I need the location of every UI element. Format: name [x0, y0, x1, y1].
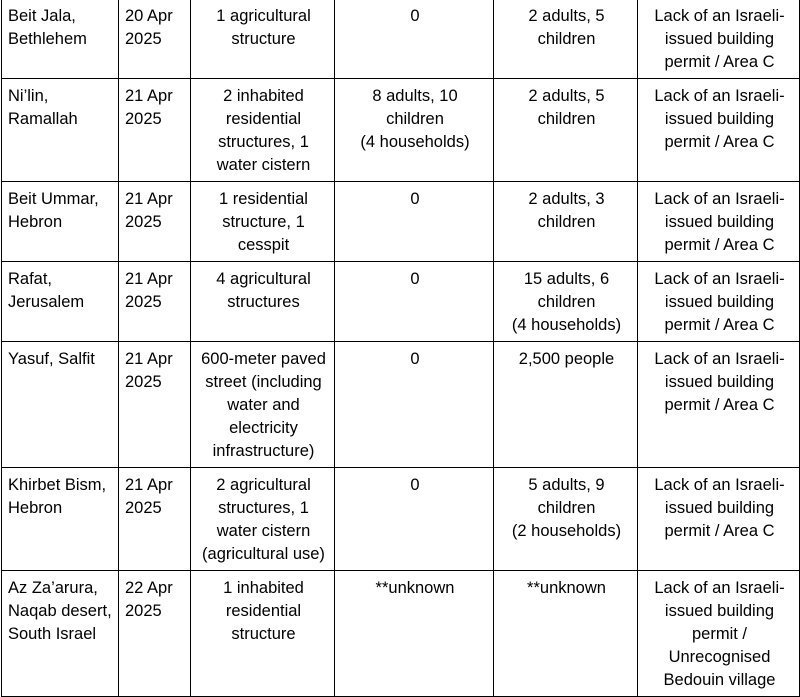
affected-cell: **unknown: [494, 571, 638, 697]
location-cell: Ni’lin, Ramallah: [2, 79, 119, 182]
date-cell: 20 Apr 2025: [119, 0, 191, 79]
displaced-cell: 0: [335, 342, 494, 468]
reason-cell: Lack of an Israeli- issued building permit / Area C: [638, 262, 800, 342]
affected-cell: 2 adults, 3 children: [494, 182, 638, 262]
date-cell: 21 Apr 2025: [119, 79, 191, 182]
table-row: [2, 262, 800, 342]
structures-cell: 1 agricultural structure: [191, 0, 335, 79]
structures-cell: 1 inhabited residential structure: [191, 571, 335, 697]
affected-cell: 5 adults, 9 children (2 households): [494, 468, 638, 571]
affected-cell: 2 adults, 5 children: [494, 0, 638, 79]
date-cell: 22 Apr 2025: [119, 571, 191, 697]
displaced-cell: 0: [335, 182, 494, 262]
structures-cell: 600-meter paved street (including water and electricity infrastructure): [191, 342, 335, 468]
table-row: [2, 342, 800, 468]
date-cell: 21 Apr 2025: [119, 182, 191, 262]
structures-cell: 2 agricultural structures, 1 water cistern (agricultural use): [191, 468, 335, 571]
date-cell: 21 Apr 2025: [119, 468, 191, 571]
reason-cell: Lack of an Israeli- issued building permit / Area C: [638, 342, 800, 468]
reason-cell: Lack of an Israeli- issued building permit / Area C: [638, 182, 800, 262]
displaced-cell: 0: [335, 262, 494, 342]
displaced-cell: 0: [335, 0, 494, 79]
location-cell: Beit Ummar, Hebron: [2, 182, 119, 262]
location-cell: Rafat, Jerusalem: [2, 262, 119, 342]
demolitions-table: [1, 0, 800, 697]
reason-cell: Lack of an Israeli- issued building permit / Area C: [638, 79, 800, 182]
table-row: [2, 0, 800, 79]
displaced-cell: **unknown: [335, 571, 494, 697]
table-row: [2, 571, 800, 697]
reason-cell: Lack of an Israeli- issued building permit / Area C: [638, 468, 800, 571]
structures-cell: 4 agricultural structures: [191, 262, 335, 342]
structures-cell: 1 residential structure, 1 cesspit: [191, 182, 335, 262]
location-cell: Beit Jala, Bethlehem: [2, 0, 119, 79]
table-row: [2, 182, 800, 262]
location-cell: Az Za’arura, Naqab desert, South Israel: [2, 571, 119, 697]
affected-cell: 2 adults, 5 children: [494, 79, 638, 182]
location-cell: Khirbet Bism, Hebron: [2, 468, 119, 571]
reason-cell: Lack of an Israeli- issued building permit / Area C: [638, 0, 800, 79]
table-row: [2, 79, 800, 182]
displaced-cell: 0: [335, 468, 494, 571]
affected-cell: 2,500 people: [494, 342, 638, 468]
date-cell: 21 Apr 2025: [119, 262, 191, 342]
location-cell: Yasuf, Salfit: [2, 342, 119, 468]
reason-cell: Lack of an Israeli- issued building permit / Unrecognised Bedouin village: [638, 571, 800, 697]
affected-cell: 15 adults, 6 children (4 households): [494, 262, 638, 342]
structures-cell: 2 inhabited residential structures, 1 water cistern: [191, 79, 335, 182]
date-cell: 21 Apr 2025: [119, 342, 191, 468]
table-row: [2, 468, 800, 571]
displaced-cell: 8 adults, 10 children (4 households): [335, 79, 494, 182]
